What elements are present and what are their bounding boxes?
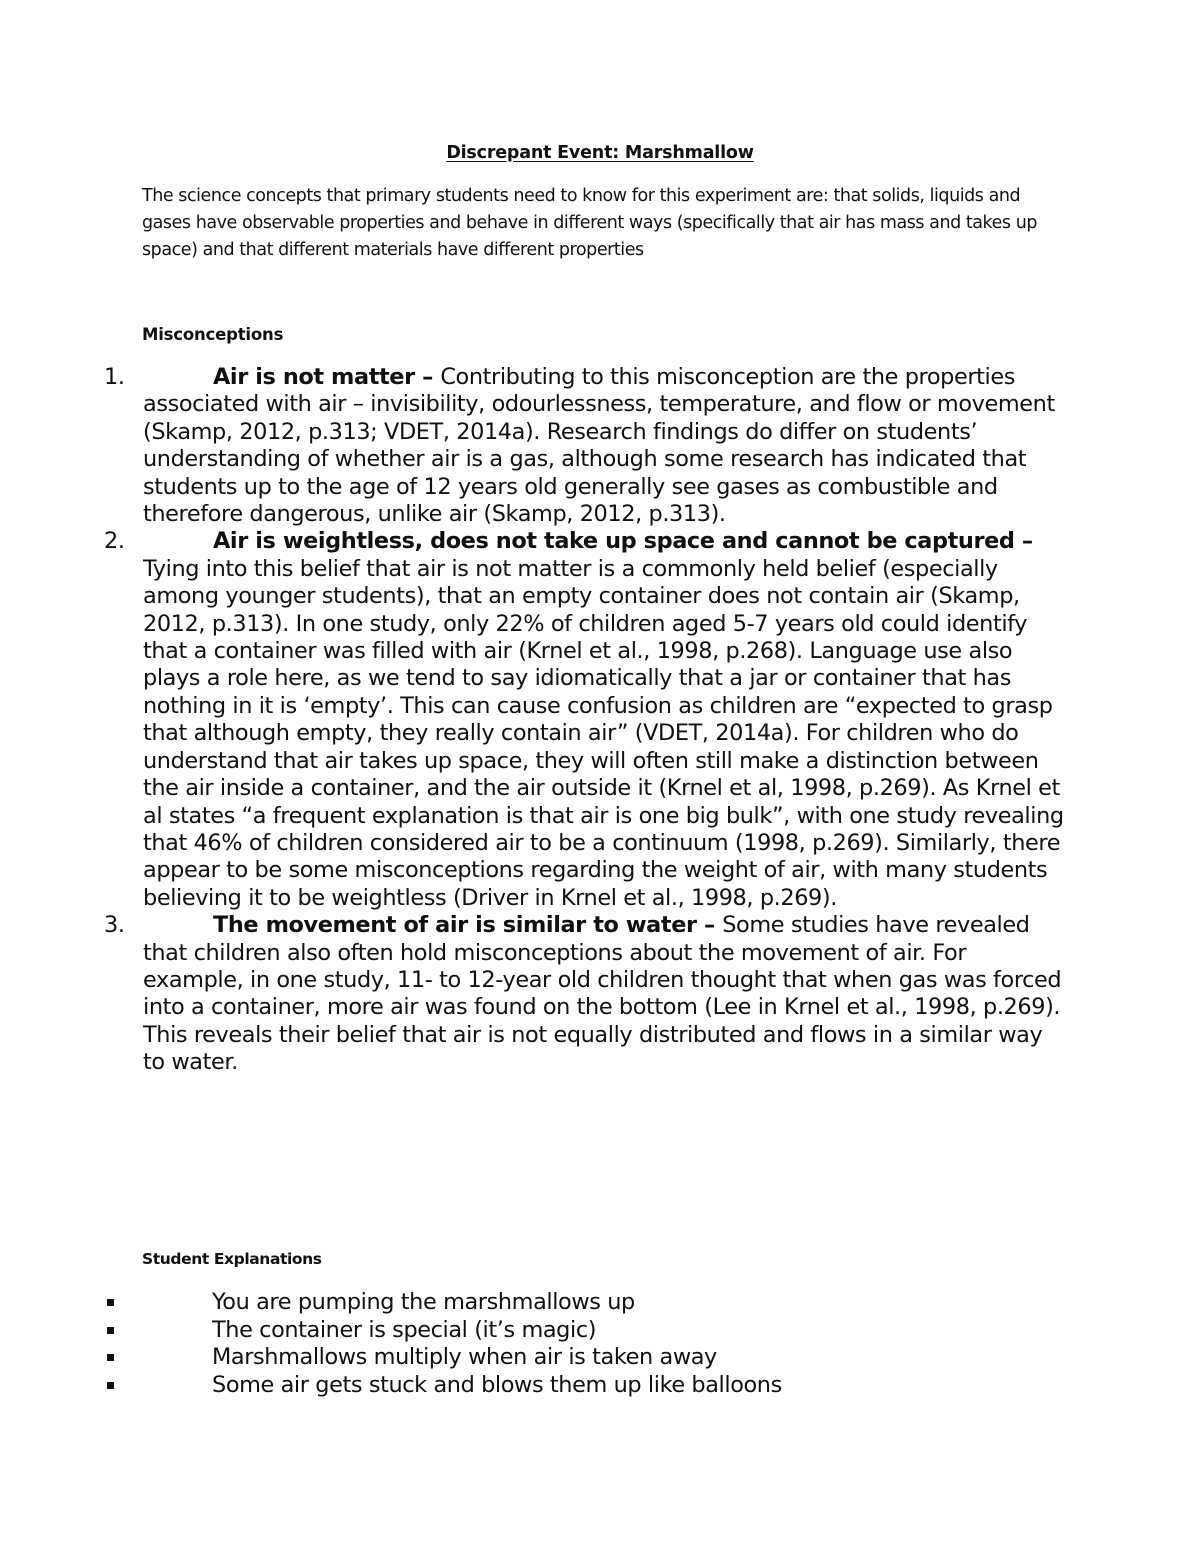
list-item [104,1344,1069,1372]
misconception-text: Contributing to this misconception are the properties associated with air – invisibility, odourlessness, temperature, and flow or movement (Skamp, 2012, p.313; VDET, 2014a). Research findings do differ on students’ understanding of whether air is a gas, although some research has indicated that students up to the age of 12 years old generally see gases as combustible and therefore dangerous, unlike air (Skamp, 2012, p.313). [143,364,1055,528]
misconception-item [104,364,1069,528]
document-title: Discrepant Event: Marshmallow [446,143,754,163]
explanation-text: The container is special (it’s magic) [212,1316,597,1343]
explanation-text: Some air gets stuck and blows them up like balloons [212,1371,782,1398]
student-explanations-list [104,1289,1069,1399]
misconception-title: Air is not matter – [213,364,441,390]
explanation-text: Marshmallows multiply when air is taken away [212,1344,717,1370]
misconceptions-heading: Misconceptions [142,325,284,344]
misconception-item [104,912,1069,1076]
square-bullet-icon [107,1327,114,1334]
list-number: 2. [104,528,125,555]
misconception-text: Tying into this belief that air is not matter is a commonly held belief (especially among younger students), that an empty container does not contain air (Skamp, 2012, p.313). In one study, only 22% of children aged 5-7 years old could identify that a container was filled with air (Krnel et al., 1998, p.268). Language use also plays a role here, as we tend to say idiomatically that a jar or container that has nothing in it is ‘empty’. This can cause confusion as children are “expected to grasp that although empty, they really contain air” (VDET, 2014a). For children who do understand that air takes up space, they will often still make a distinction between the air inside a container, and the air outside it (Krnel et al, 1998, p.269). As Krnel et al states “a frequent explanation is that air is one big bulk”, with one study revealing that 46% of children considered air to be a continuum (1998, p.269). Similarly, there appear to be some misconceptions regarding the weight of air, with many students believing it to be weightless (Driver in Krnel et al., 1998, p.269). [143,555,1064,911]
list-item [104,1289,1069,1317]
misconception-title: The movement of air is similar to water – [213,912,723,939]
list-item [104,1317,1069,1345]
list-number: 1. [104,364,125,390]
intro-paragraph: The science concepts that primary students need to know for this experiment are: that solids, liquids and gases have observable properties and behave in different ways (specifically that air has mass and takes up space) and that different materials have different properties [142,186,1037,260]
square-bullet-icon [107,1354,114,1361]
explanation-text: You are pumping the marshmallows up [212,1289,635,1315]
square-bullet-icon [107,1299,114,1306]
misconceptions-list [104,364,1069,1077]
student-explanations-heading: Student Explanations [142,1250,322,1268]
misconception-item [104,528,1069,912]
misconception-title: Air is weightless, does not take up space and cannot be captured – [213,528,1033,555]
list-item [104,1372,1069,1400]
misconception-text: Some studies have revealed that children also often hold misconceptions about the movement of air. For example, in one study, 11- to 12-year old children thought that when gas was forced into a container, more air was found on the bottom (Lee in Krnel et al., 1998, p.269). This reveals their belief that air is not equally distributed and flows in a similar way to water. [143,912,1062,1076]
list-number: 3. [104,912,125,939]
square-bullet-icon [107,1382,114,1389]
